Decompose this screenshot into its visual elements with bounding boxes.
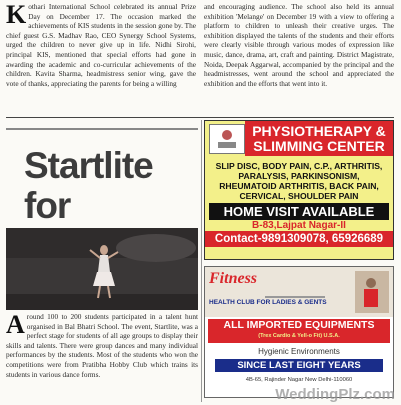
section-divider <box>6 117 394 118</box>
ad2-since-banner: SINCE LAST EIGHT YEARS <box>215 359 383 372</box>
article-headline: Startlite for <box>24 145 153 226</box>
ad1-services-list: SLIP DISC, BODY PAIN, C.P., ARTHRITIS, PARALYSIS, PARKINSONISM, RHEUMATOID ARTHRITIS, BACK PAIN, CERVICAL, SHOULDER PAIN <box>215 161 383 201</box>
ad2-equipment-banner <box>208 319 390 343</box>
article-top-right-column <box>204 2 394 114</box>
ad2-address: 4B-65, Rajinder Nagar New Delhi-110060 <box>245 377 353 383</box>
ad2-hygienic: Hygienic Environments <box>258 347 340 356</box>
article-bottom-text: round 100 to 200 students participated in a talent hunt organised in Bal Bhatri School. The event, Startlite, was a perfect stage for students of all age groups to display their skills and talents. There were group dances and many individual performances by the students. Most of the students who won the competitions were from Pratibha Hobby Club which trains its students in various dance forms. <box>6 312 198 379</box>
article-top-right-text: and encouraging audience. The school also held its annual exhibition 'Melange' on December 19 with a view to offering a platform to children to unleash their creative urges. The exhibition displayed the talents of the students and their efforts were clearly visible through various modes of expression like music, dance, drama, art, craft and painting. District Magistrate, Noida, Deepak Aggarwal, accompanied by the principal and the headmistresses, went around the school and appreciated the exhibition and the efforts that went into it. <box>204 2 394 88</box>
dropcap-a: A <box>6 312 25 339</box>
ad1-address: B-83,Lajpat Nagar-II <box>252 220 346 231</box>
ad2-tagline: HEALTH CLUB FOR LADIES & GENTS <box>209 299 327 306</box>
stage-dancer-image <box>6 228 198 310</box>
column-divider <box>201 120 202 402</box>
ad1-contact-numbers: Contact-9891309078, 65926689 <box>205 231 393 247</box>
physiotherapy-ad <box>204 120 394 260</box>
performance-photo <box>6 228 198 310</box>
headline-rule <box>6 128 198 130</box>
ad2-equipment-title: ALL IMPORTED EQUIPMENTS <box>223 319 375 331</box>
fitness-club-ad <box>204 266 394 398</box>
ad1-title-line2: SLIMMING CENTER <box>245 139 393 156</box>
ad1-home-visit-banner: HOME VISIT AVAILABLE <box>209 203 389 220</box>
ad2-equipment-sub: (Trex Cardio & Yell-o Fit) U.S.A. <box>258 333 340 339</box>
ad2-brand-logo: Fitness <box>209 270 258 287</box>
article-bottom-column <box>6 312 198 402</box>
article-top-left-text: othari International School celebrated its annual Prize Day on December 17. The occasion marked the achievements of KIS students in the session gone by. The chief guest G.S. Madhav Rao, CEO Synergy School Systems, urged the children to never give up in life. Nidhi Sirohi, principal KIS, mentioned that special efforts had gone in awarding the academic and co-curricular achievements of the children. Kavita Sharma, headmistress senior wing, gave the vote of thanks, appreciating the parents for being a willing <box>6 2 196 88</box>
article-top-left-column <box>6 2 196 114</box>
ad1-logo-image <box>209 124 245 154</box>
watermark-logo: WeddingPlz.com <box>275 386 395 403</box>
dropcap-k: K <box>6 2 27 29</box>
ad1-title-line1: PHYSIOTHERAPY & <box>245 121 393 139</box>
